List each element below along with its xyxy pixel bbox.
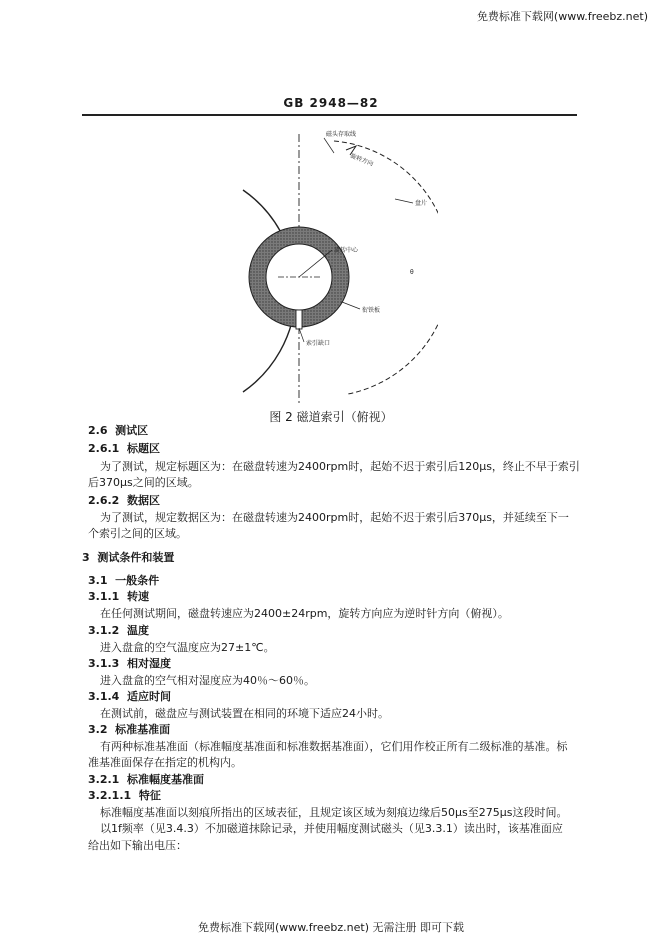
para-3-1-2: 进入盘盒的空气温度应为27±1℃。 xyxy=(100,641,275,654)
para-2-6-2-line1: 为了测试，规定数据区为：在磁盘转速为2400rpm时，起始不迟于索引后370μs，并延续至下一 xyxy=(100,511,569,524)
para-3-1-3: 进入盘盒的空气相对湿度应为40％～60％。 xyxy=(100,674,315,687)
label-rotation-direction: 旋转方向 xyxy=(349,152,375,168)
para-3-2-line1: 有两种标准基准面（标准幅度基准面和标准数据基准面），它们用作校正所有二级标准的基准。标 xyxy=(100,740,568,753)
heading-3-2: 3.2 标准基准面 xyxy=(88,723,171,736)
rotation-arrow-arc xyxy=(334,141,438,394)
heading-3-1-3: 3.1.3 相对湿度 xyxy=(88,657,171,670)
heading-3: 3 测试条件和装置 xyxy=(82,551,175,564)
label-disk: 盘片 xyxy=(415,200,428,207)
para-3-1-4: 在测试前，磁盘应与测试装置在相同的环境下适应24小时。 xyxy=(100,707,389,720)
label-rotation-center: 旋转中心 xyxy=(334,247,359,254)
watermark-top: 免费标准下载网(www.freebz.net) xyxy=(476,10,648,23)
heading-3-1-1: 3.1.1 转速 xyxy=(88,590,149,603)
label-index-notch: 索引缺口 xyxy=(306,340,331,347)
label-clamp-plate: 衔铁板 xyxy=(362,307,381,314)
para-3-2-line2: 准基准面保存在指定的机构内。 xyxy=(88,756,242,769)
heading-3-1: 3.1 一般条件 xyxy=(88,574,160,587)
figure-track-index xyxy=(238,124,438,404)
watermark-bottom: 免费标准下载网(www.freebz.net) 无需注册 即可下载 xyxy=(197,921,465,934)
heading-3-1-4: 3.1.4 适应时间 xyxy=(88,690,171,703)
para-2-6-1-line2: 后370μs之间的区域。 xyxy=(88,476,199,489)
heading-3-2-1: 3.2.1 标准幅度基准面 xyxy=(88,773,204,786)
para-2-6-2-line2: 个索引之间的区域。 xyxy=(88,527,187,540)
heading-2-6: 2.6 测试区 xyxy=(88,424,149,437)
index-notch xyxy=(296,310,302,329)
para-3-2-1-1-line2: 以1f频率（见3.4.3）不加磁道抹除记录，并使用幅度测试磁头（见3.3.1）读出时，该基准面应 xyxy=(100,822,563,835)
heading-3-1-2: 3.1.2 温度 xyxy=(88,624,149,637)
label-angle-theta: θ xyxy=(410,269,414,276)
standard-number: GB 2948—82 xyxy=(283,96,379,110)
para-3-2-1-1-line3: 给出如下输出电压： xyxy=(88,839,187,852)
figure-caption: 图 2 磁道索引（俯视） xyxy=(269,410,393,424)
header-rule xyxy=(82,114,577,116)
para-3-2-1-1-line1: 标准幅度基准面以刻痕所指出的区域表征，且规定该区域为刻痕边缘后50μs至275μs这段时间。 xyxy=(100,806,568,819)
label-head-access-line: 磁头存取线 xyxy=(326,131,357,138)
heading-2-6-1: 2.6.1 标题区 xyxy=(88,442,160,455)
heading-2-6-2: 2.6.2 数据区 xyxy=(88,494,160,507)
heading-3-2-1-1: 3.2.1.1 特征 xyxy=(88,789,161,802)
para-2-6-1-line1: 为了测试，规定标题区为：在磁盘转速为2400rpm时，起始不迟于索引后120μs，终止不早于索引 xyxy=(100,460,580,473)
para-3-1-1: 在任何测试期间，磁盘转速应为2400±24rpm，旋转方向应为逆时针方向（俯视）。 xyxy=(100,607,509,620)
